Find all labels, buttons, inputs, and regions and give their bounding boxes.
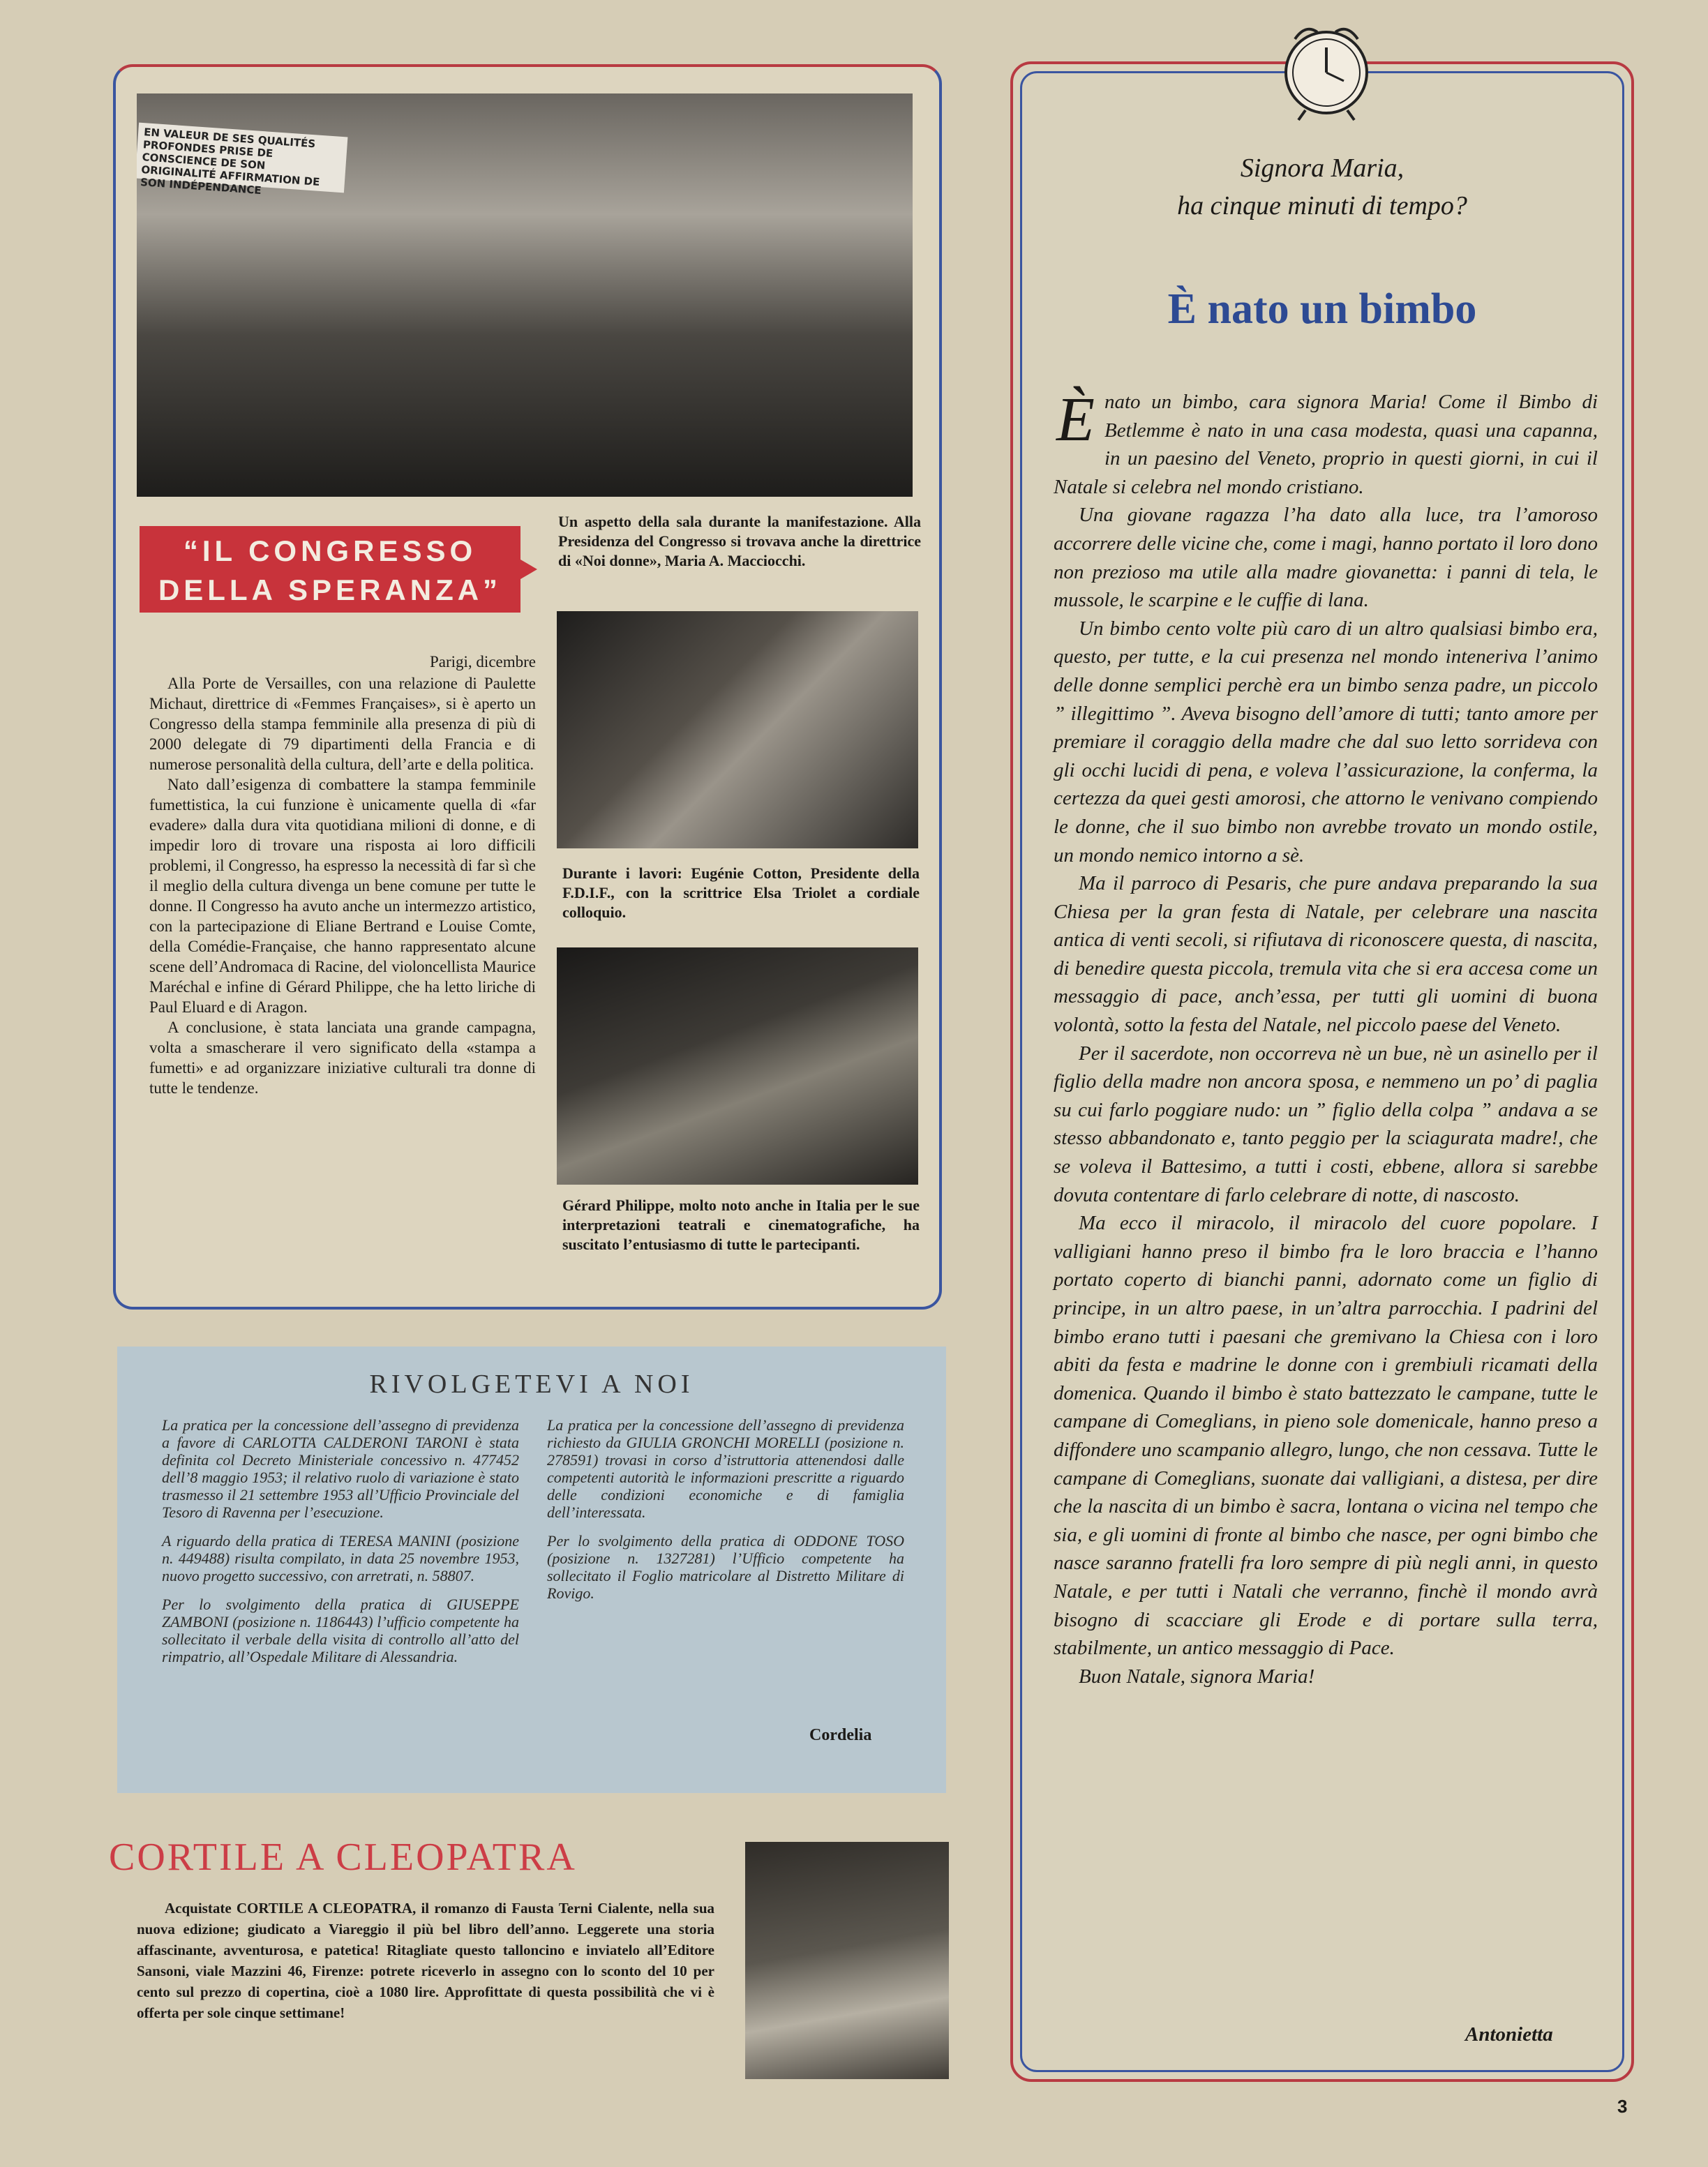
rivolgetevi-item: Per lo svolgimento della pratica di ODDONE TOSO (posizione n. 1327281) l’Ufficio competente ha sollecitato il Foglio matricolare al Distretto Militare di Rovigo. xyxy=(547,1532,904,1602)
rivolgetevi-item: La pratica per la concessione dell’assegno di previdenza a favore di CARLOTTA CALDERONI TARONI è stata definita col Decreto Ministeriale concessivo n. 477452 dell’8 maggio 1953; il relativo ruolo di variazione è stato trasmesso il 21 settembre 1953 all’Ufficio Provinciale del Tesoro di Ravenna per l’esecuzione. xyxy=(162,1416,519,1521)
dateline: Parigi, dicembre xyxy=(429,653,536,670)
first-paragraph xyxy=(1054,385,1598,501)
congress-body xyxy=(149,652,536,1098)
rivolgetevi-item: La pratica per la concessione dell’assegno di previdenza richiesto da GIULIA GRONCHI MORELLI (posizione n. 278591) trovasi in corso d’istruttoria attenendosi dalle competenti autorità le informazioni prescritte a riguardo delle condizioni economiche e di famiglia dell’interessata. xyxy=(547,1416,904,1521)
article-paragraph: Per il sacerdote, non occorreva nè un bue, nè un asinello per il figlio della madre non ancora sposa, e nemmeno un po’ di paglia su cui farlo poggiare nudo: un ” figlio della colpa ” andava a se stesso abbandonato e, tanto peggio per la sciagurata madre!, che se voleva il Battesimo, a tutti i costi, ebbene, allora si sarebbe dovuta contentare di farlo celebrare di notte, di nascosto. xyxy=(1054,1042,1598,1206)
rivolgetevi-title: RIVOLGETEVI A NOI xyxy=(369,1370,694,1399)
congress-paragraph: A conclusione, è stata lanciata una grande campagna, volta a smascherare il vero significato della «stampa a fumetti» e ad organizzare iniziative culturali tra donne di tutte le tendenze. xyxy=(149,1019,536,1097)
article-paragraph: Ma il parroco di Pesaris, che pure andava preparando la sua Chiesa per la gran festa di Natale, per celebrare una nascita antica di venti secoli, si rifiutava di riconoscere questa, di nascita, di benedire questa piccola, tremula vita che si era accesa come un messaggio di pace, anch’essa, per tutti gli uomini di buona volontà, sotto la festa del Natale, nel piccolo paese del Veneto. xyxy=(1054,872,1598,1037)
rivolgetevi-item: A riguardo della pratica di TERESA MANINI (posizione n. 449488) risulta compilato, in data 25 novembre 1953, nuovo progetto successivo, con arretrati, n. 58807. xyxy=(162,1532,519,1584)
rivolgetevi-column-2 xyxy=(547,1416,904,1613)
article-paragraph: Un bimbo cento volte più caro di un altro qualsiasi bimbo era, questo, per tutte, e la cui presenza nel mondo inteneriva l’animo delle donne semplici perchè era un bimbo senza padre, un piccolo ” illegittimo ”. Aveva bisogno dell’amore di tutti; tanto amore per premiare il coraggio della madre che dal suo letto sorrideva con gli occhi lucidi di pena, e voleva l’assicurazione, la conferma, la certezza da quei gesti amorosi, che attorno le venivano compiendo le donne, che il suo bimbo non avrebbe trovato un mondo ostile, un mondo nemico intorno a sè. xyxy=(1054,617,1598,867)
rivolgetevi-signature: Cordelia xyxy=(809,1726,872,1744)
article-paragraph: Ma ecco il miracolo, il miracolo del cuore popolare. I valligiani hanno preso il bimbo fra le loro braccia e l’hanno portato coperto di bianchi panni, adornato come un figlio di principe, in un altro paese, in un’altra parrocchia. I padrini del bimbo erano tutti i paesani che gremivano la Chiesa con i loro abiti da festa e madrine le donne con i grembiuli ricamati della domenica. Quando il bimbo è stato battezzato le campane, tutte le campane di Comeglians, in pieno sole domenicale, hanno preso a diffondere uno scampanio allegro, lungo, che non cessava. Tutte le campane di Comeglians, suonate dai valligiani, a distesa, per dire che la nascita di un bimbo è sacra, lontana o vicina nel tempo che sia, e gli uomini di fronte al bimbo che nasce, per ogni bimbo che nasce saranno fratelli fra loro sempre di più negli anni, in questo Natale, e per tutti i Natali che verranno, finchè il mondo avrà bisogno di scacciare gli Erode e di portare sulla terra, stabilmente, un antico messaggio di Pace. xyxy=(1054,1212,1598,1660)
alarm-clock-icon xyxy=(1274,4,1379,123)
column-subtitle xyxy=(1019,149,1626,225)
drop-cap: È xyxy=(1056,385,1095,454)
photo2-caption: Durante i lavori: Eugénie Cotton, Presidente della F.D.I.F., con la scrittrice Elsa Triolet a cordiale colloquio. xyxy=(562,864,920,921)
article-signature: Antonietta xyxy=(1465,2023,1553,2046)
congress-title-line2: DELLA SPERANZA” xyxy=(158,573,502,606)
author-portrait-photo xyxy=(745,1842,949,2079)
congress-paragraph: Nato dall’esigenza di combattere la stampa femminile fumettistica, la cui funzione è unicamente quella di «far evadere» dalla dura vita quotidiana milioni di donne, e di impedir loro di trovare una risposta ai loro difficili problemi, il Congresso, ha espresso la necessità di far sì che il meglio della cultura divenga un bene comune per tutte le donne. Il Congresso ha avuto anche un intermezzo artistico, con la partecipazione di Eliane Bertrand e Louise Comte, della Comédie-Française, che hanno rappresentato alcune scene dell’Andromaca di Racine, del violoncellista Maurice Maréchal e infine di Gérard Philippe, che ha letto liriche di Paul Eluard e di Aragon. xyxy=(149,776,536,1016)
article-title: È nato un bimbo xyxy=(1167,285,1477,333)
rivolgetevi-item: Per lo svolgimento della pratica di GIUSEPPE ZAMBONI (posizione n. 1186443) l’ufficio competente ha sollecitato il verbale della visita di controllo all’atto del rimpatrio, all’Ospedale Militare di Alessandria. xyxy=(162,1596,519,1665)
article-paragraph: Buon Natale, signora Maria! xyxy=(1079,1665,1315,1688)
subtitle-line1: Signora Maria, xyxy=(1240,153,1404,183)
congress-title xyxy=(140,526,520,613)
cotton-triolet-photo xyxy=(557,611,918,848)
congress-hall-photo xyxy=(137,93,913,497)
gerard-philippe-photo xyxy=(557,947,918,1185)
article-body xyxy=(1054,385,1598,1690)
congress-paragraph: Alla Porte de Versailles, con una relazione di Paulette Michaut, direttrice di «Femmes Françaises», si è aperto un Congresso della stampa femminile alla presenza di più di 2000 delegate di 79 dipartimenti della Francia e di numerose personalità della cultura, dell’arte e della politica. xyxy=(149,675,536,773)
cleopatra-ad-text: Acquistate CORTILE A CLEOPATRA, il romanzo di Fausta Terni Cialente, nella sua nuova edizione; giudicato a Viareggio il più bel libro dell’anno. Leggerete una storia affascinante, avventurosa, e patetica! Ritagliate questo talloncino e inviatelo all’Editore Sansoni, viale Mazzini 46, Firenze: potrete riceverlo in assegno con lo sconto del 10 per cento sul prezzo di copertina, cioè a 1080 lire. Approfittate di questa possibilità che vi è offerta per sole cinque settimane! xyxy=(137,1900,714,2021)
congress-title-line1: “IL CONGRESSO xyxy=(183,534,477,567)
subtitle-line2: ha cinque minuti di tempo? xyxy=(1177,191,1467,220)
article-paragraph: Una giovane ragazza l’ha dato alla luce, tra l’amoroso accorrere delle vicine che, come i magi, hanno portato il loro dono non prezioso ma utile alla madre giovanetta: i panni di tela, le mussole, le scarpine e le cuffie di lana. xyxy=(1054,504,1598,612)
photo3-caption: Gérard Philippe, molto noto anche in Italia per le sue interpretazioni teatrali e cinematografiche, ha suscitato l’entusiasmo di tutte le partecipanti. xyxy=(562,1197,920,1253)
congress-banner-text: EN VALEUR DE SES QUALITÉS PROFONDES PRISE DE CONSCIENCE DE SON ORIGINALITÉ AFFIRMATION DE SON INDÉPENDANCE xyxy=(137,123,347,193)
cleopatra-title: CORTILE A CLEOPATRA xyxy=(109,1836,577,1879)
rivolgetevi-column-1 xyxy=(162,1416,519,1677)
page-number: 3 xyxy=(1617,2096,1628,2117)
first-paragraph-text: nato un bimbo, cara signora Maria! Come il Bimbo di Betlemme è nato in una casa modesta, quasi una capanna, in un paesino del Veneto, proprio in questi giorni, in cui il Natale si celebra nel mondo cristiano. xyxy=(1054,391,1598,498)
photo1-caption: Un aspetto della sala durante la manifestazione. Alla Presidenza del Congresso si trovava anche la direttrice di «Noi donne», Maria A. Macciocchi. xyxy=(558,513,921,569)
